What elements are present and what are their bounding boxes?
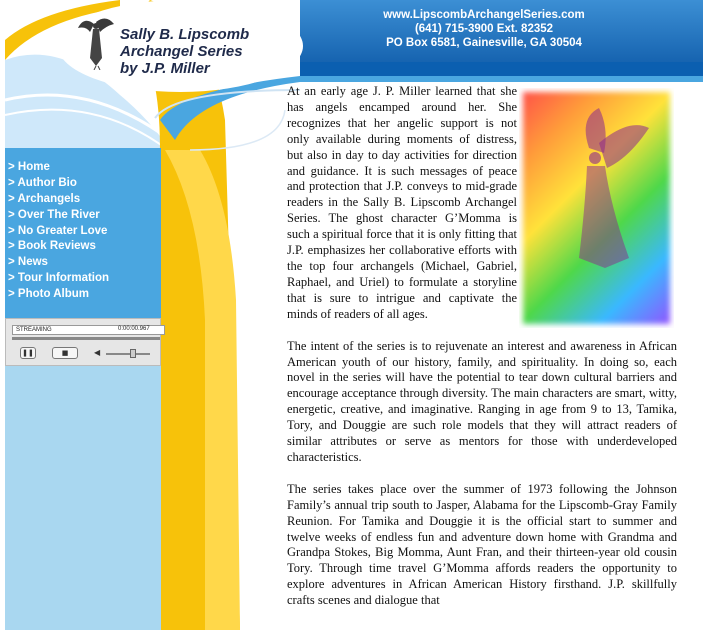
phone-number: (641) 715-3900 Ext. 82352 [414,23,554,36]
intro-paragraph: At an early age J. P. Miller learned that she has angels encamped around her. She recognizes that her angelic support is not only available during moments of distress, but also in day to day activities for direction and guidance. It is such messages of peace and protection that J.P. conveys to mid-grade readers in the Sally B. Lipscomb Archangel Series. The ghost character G’Momma is such a spiritual force that it is only fitting that J.P. emphasizes her collaborative efforts with the top four archangels (Michael, Gabriel, Raphael, and Uriel) to formulate a storyline that is sure to intrigue and captivate the minds of readers of all ages. [287,84,517,321]
pause-button[interactable]: ❚❚ [20,347,36,359]
title-line-3: by J.P. Miller [120,60,210,77]
nav-item-over-the-river[interactable]: > Over The River [8,208,100,221]
player-status: STREAMING [12,325,165,335]
setting-paragraph: The series takes place over the summer of 1973 following the Johnson Family’s annual trip south to Jasper, Alabama for the Lipscomb-Gray Family Reunion. For Tamika and Douggie it is the official start to summer and twelve weeks of endless fun and adventure down home with Grandma and Grandpa Stokes, Big Momma, Aunt Fran, and their thirteen-year old cousin Tory. Through time travel G’Momma affords readers the opportunity to explore adventures in African American History firsthand. J.P. skillfully crafts scenes and dialogue that [287,481,677,608]
volume-slider[interactable] [106,353,150,355]
nav-item-no-greater-love[interactable]: > No Greater Love [8,224,108,237]
site-url[interactable]: www.LipscombArchangelSeries.com [383,9,585,21]
nav-item-book-reviews[interactable]: > Book Reviews [8,240,96,253]
title-line-2: Archangel Series [120,43,243,60]
volume-slider-handle[interactable] [130,349,136,358]
main-content [287,84,677,625]
nav-item-photo-album[interactable]: > Photo Album [8,288,90,301]
player-time: 0:00:00.967 [118,326,150,332]
header-stripe [300,62,703,76]
mailing-address: PO Box 6581, Gainesville, GA 30504 [386,37,582,50]
volume-icon[interactable]: ◀ [94,348,101,357]
stop-button[interactable]: ■ [52,347,78,359]
sidebar-lower-panel [5,366,161,630]
nav-item-home[interactable]: > Home [8,161,50,173]
nav-item-news[interactable]: > News [8,256,48,269]
intent-paragraph: The intent of the series is to rejuvenate an interest and awareness in African American youth of our history, family, and spirituality. In doing so, each novel in the series will have the potential to tear down cultural barriers and encourage acceptance through diversity. The main characters are smart, witty, energetic, creative, and imaginative. Ranging in age from 9 to 13, Tamika, Tory, and Douggie are such role models that they will attract readers of similar attributes or serve as mentors for those with underdeveloped characteristics. [287,338,677,464]
contact-info [316,8,652,51]
nav-item-archangels[interactable]: > Archangels [8,192,81,205]
site-title[interactable] [120,26,249,77]
nav-item-author-bio[interactable]: > Author Bio [8,176,77,189]
angel-silhouette-icon [76,14,116,70]
title-line-1: Sally B. Lipscomb [120,26,250,43]
media-player [5,318,161,366]
sidebar-nav [8,160,109,303]
player-progress-bar[interactable] [12,337,160,340]
nav-item-tour-information[interactable]: > Tour Information [8,272,110,285]
